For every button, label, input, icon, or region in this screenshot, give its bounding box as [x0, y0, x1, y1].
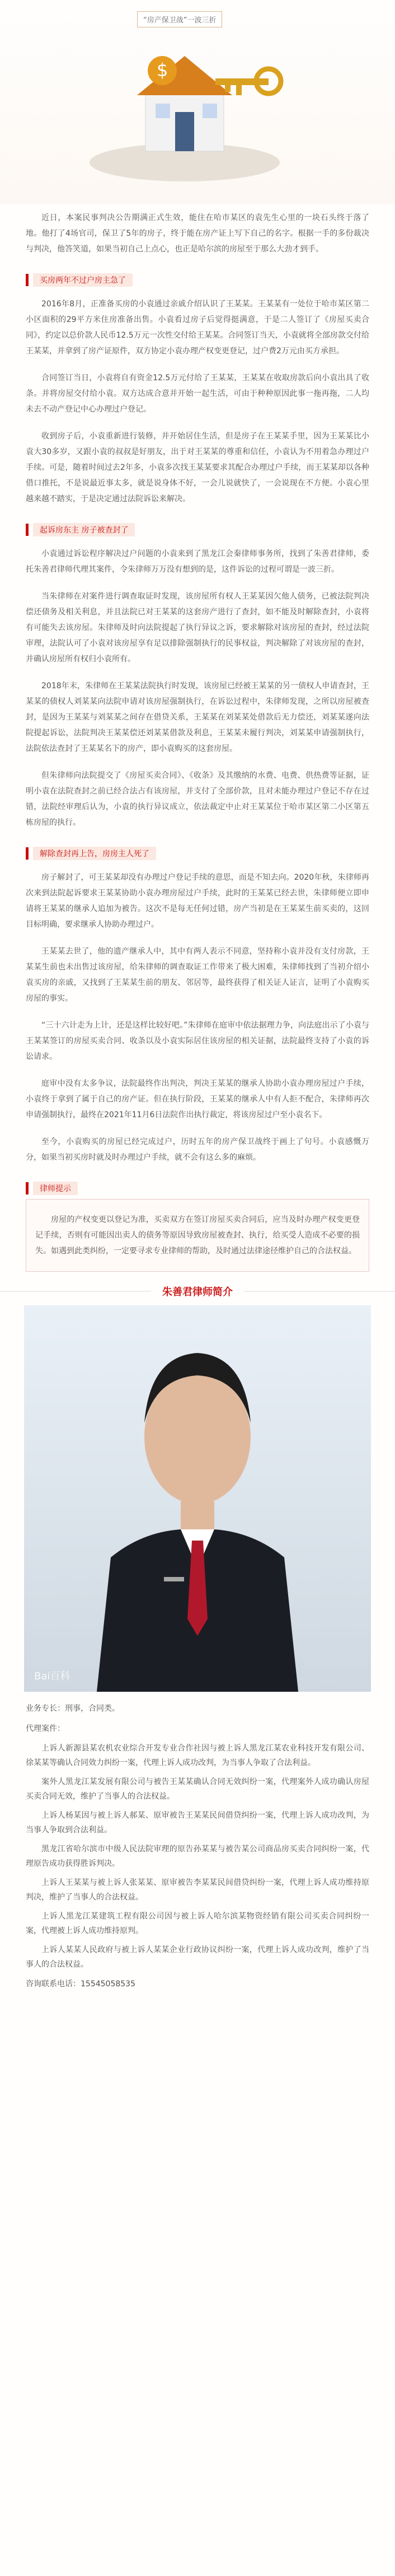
section-3-paragraph-1: 房子解封了，可王某某却没有办理过户登记手续的意思，而是不知去向。2020年秋，朱律师再次来到法院起诉要求王某某协助小袁办理房屋过户手续，此时的王某某已经去世，朱律师便立即申请将王某某的继承人追加为被告。这次不是每无任何过错，房产当初是在王某某生前买卖的，这回目标明确，要求继承人协助办理过户。 [26, 873, 369, 929]
profile-case-3: 上诉人杨某因与被上诉人郝某、原审被告王某某民间借贷纠纷一案，代理上诉人成功改判，为当事人争取到合法利益。 [26, 1811, 369, 1835]
lawyer-profile [0, 1692, 395, 1994]
house-key-illustration [78, 22, 313, 190]
section-4-title: 律师提示 [33, 1182, 78, 1195]
profile-phone: 咨询联系电话：15545058535 [26, 1980, 135, 1989]
lawyer-portrait [24, 1305, 371, 1692]
section-3-paragraph-4: 庭审中没有太多争议，法院最终作出判决，判决王某某的继承人协助小袁办理房屋过户手续，小袁终于拿到了属于自己的房产证。但在执行阶段，王某某的继承人中有人拒不配合，朱律师再次申请强制执行，最终在2021年11月6日法院作出执行裁定，将该房屋过户至小袁名下。 [26, 1079, 369, 1119]
section-3-paragraph-2: 王某某去世了，他的遗产继承人中，其中有两人表示不同意，坚持称小袁并没有支付房款，王某某生前也未出售过该房屋，给朱律师的调查取证工作带来了极大困难，朱律师找到了当初介绍小袁买房的亲戚，又找到了王某某生前的朋友、邻居等，最终获得了相关证人证言，证明了小袁购买房屋的事实。 [26, 947, 369, 1003]
section-1-paragraph-1: 2016年8月，正准备买房的小袁通过亲戚介绍认识了王某某。王某某有一处位于哈市某区第二小区面积的29平方米住房准备出售。小袁看过房子后觉得挺满意，于是二人签订了《房屋买卖合同》，约定以总价款人民币12.5万元一次性交付给王某某。合同签订当天，小袁就将全部房款交付给王某某，并拿到了房产证原件，双方协定小袁办理产权变更登记，过户费2万元由买方承担。 [26, 300, 369, 356]
section-3-header [26, 847, 369, 860]
section-1-header [26, 274, 369, 286]
profile-cases-label: 代理案件： [26, 1724, 65, 1733]
lawyer-tip-box [26, 1199, 369, 1272]
profile-divider [0, 1283, 395, 1300]
profile-case-6: 上诉人黑龙江某建筑工程有限公司因与被上诉人哈尔滨某物资经销有限公司买卖合同纠纷一案，代理被上诉人成功维持原判。 [26, 1912, 369, 1935]
section-2-title: 起诉房东主 房子被查封了 [33, 523, 135, 536]
profile-case-4: 黑龙江省哈尔滨市中级人民法院审理的原告孙某某与被告某公司商品房买卖合同纠纷一案，代理原告成功获得胜诉判决。 [26, 1845, 369, 1868]
section-1-bar [26, 274, 29, 286]
hero-tag: “房产保卫战”一波三折 [137, 11, 222, 27]
section-3-title: 解除查封再上告，房房主人死了 [33, 847, 156, 860]
section-3 [0, 847, 395, 1171]
section-2-paragraph-1: 小袁通过诉讼程序解决过户问题的小袁来到了黑龙江会秦律师事务所，找到了朱善君律师，委托朱善君律师代理其案件，令朱律师万万没有想到的是，这件诉讼的过程可谓是一波三折。 [26, 549, 369, 574]
section-2-paragraph-2: 当朱律师在对案件进行调查取证时发现，该房屋所有权人王某某因欠他人债务，已被法院判决偿还债务及相关利息，并且法院已对王某某的这套房产进行了查封，如不能及时解除查封，小袁将有可能失去该房屋。朱律师及时向法院提起了执行异议之诉，要求解除对该房屋的查封，经过法院审理，法院认可了小袁对该房屋享有足以排除强制执行的民事权益，判决解除了对该房屋的查封，并确认房屋所有权归小袁所有。 [26, 592, 369, 664]
profile-specialty: 业务专长：刑事，合同类。 [26, 1704, 120, 1713]
section-1-paragraph-3: 收到房子后，小袁重新进行装修，并开始居住生活，但是房子在王某某手里，因为王某某比小袁大30多岁，又跟小袁的叔叔是好朋友，出于对王某某的尊重和信任，小袁认为不用着急办理过户手续。可是，随着时间过去2年多，小袁多次找王某某要求其配合办理过户手续，而王某某却以各种借口推托，不是说最近事太多，就是说身体不好，一会儿说就快了，一会说现在不方便。小袁心里越来越不踏实，于是决定通过法院诉讼来解决。 [26, 432, 369, 503]
section-4-header [26, 1182, 369, 1194]
divider-line-left [0, 1291, 151, 1292]
section-4-bar [26, 1182, 29, 1194]
profile-case-7: 上诉人某某人民政府与被上诉人某某企业行政协议纠纷一案，代理上诉人成功改判，维护了当事人的合法权益。 [26, 1945, 369, 1969]
portrait-illustration [24, 1305, 371, 1692]
section-1-paragraph-2: 合同签订当日，小袁将自有资金12.5万元付给了王某某，王某某在收取房款后向小袁出具了收条。并将房屋交付给小袁。双方达成合意并开始一起生活，可由于种种原因此事一拖再拖，二人均未去不动产登记中心办理过户登记。 [26, 374, 369, 414]
section-3-bar [26, 847, 29, 860]
profile-heading: 朱善君律师简介 [162, 1286, 233, 1298]
divider-line-right [244, 1291, 395, 1292]
section-3-paragraph-5: 至今，小袁购买的房屋已经完成过户，历时五年的房产保卫战终于画上了句号。小袁感慨万分，如果当初买房时就及时办理过户手续，就不会有这么多的麻烦。 [26, 1137, 369, 1162]
profile-case-2: 案外人黑龙江某发展有限公司与被告王某某确认合同无效纠纷一案，代理案外人成功确认房屋买卖合同无效，维护了当事人的合法权益。 [26, 1777, 369, 1801]
lawyer-tip-paragraph: 房屋的产权变更以登记为准，买卖双方在签订房屋买卖合同后，应当及时办理产权变更登记手续，否则有可能因出卖人的债务等原因导致房屋被查封、执行，给买受人造成不必要的损失。如遇到此类纠纷，一定要寻求专业律师的帮助，及时通过法律途径维护自己的合法权益。 [35, 1215, 360, 1256]
section-2-header [26, 524, 369, 536]
portrait-watermark: Bai百科 [34, 1670, 70, 1682]
hero-banner [0, 0, 395, 204]
section-4 [0, 1182, 395, 1272]
section-3-paragraph-3: “三十六计走为上计，还是这样比较好吧。”朱律师在庭审中依法据理力争，向法庭出示了小袁与王某某签订的房屋买卖合同、收条以及小袁实际居住该房屋的相关证据，法院最终支持了小袁的诉讼请求。 [26, 1021, 369, 1061]
intro-paragraph: 近日，本案民事判决公告期满正式生效，能住在哈市某区的袁先生心里的一块石头终于落了地。他打了4场官司，保卫了5年的房子，终于能在房产证上写下自己的名字。根据一手的多份裁决与判决，他答笑道，如果当初自己上点心，也正是哈尔滨的房屋至于那么大劲才到手。 [26, 213, 369, 254]
section-2-paragraph-3: 2018年末，朱律师在王某某法院执行时发现，该房屋已经被王某某的另一债权人申请查封，王某某的债权人刘某某向法院申请对该房屋强制执行，在诉讼过程中，朱律师发现，之所以房屋被查封，是因为王某某与刘某某之间存在借贷关系，王某某在刘某某处借款后无力偿还，刘某某遂向法院提起诉讼，法院判决王某某偿还刘某某借款及利息，王某某未履行判决，刘某某申请强制执行，法院依法查封了王某某名下的房产，即小袁购买的这套房屋。 [26, 682, 369, 753]
intro-section [0, 204, 395, 263]
section-2-paragraph-4: 但朱律师向法院提交了《房屋买卖合同》、《收条》及其缴纳的水费、电费、供热费等证据，证明小袁在法院查封之前已经合法占有该房屋，并支付了全部价款，且对未能办理过户登记不存在过错，法院经审理后认为，小袁的执行异议成立，依法裁定中止对王某某位于哈市某区第二小区第五栋房屋的执行。 [26, 771, 369, 827]
section-1-title: 买房两年不过户房主急了 [33, 273, 133, 287]
section-2 [0, 524, 395, 836]
profile-case-5: 上诉人王某某与被上诉人张某某、原审被告李某某民间借贷纠纷一案，代理上诉人成功维持原判决，维护了当事人的合法权益。 [26, 1878, 369, 1902]
profile-case-1: 上诉人新源县某农机农业综合开发专业合作社因与被上诉人黑龙江某农业科技开发有限公司、徐某某等确认合同效力纠纷一案，代理上诉人成功改判，为当事人争取了合法利益。 [26, 1744, 369, 1767]
section-2-bar [26, 524, 29, 536]
section-1 [0, 274, 395, 512]
svg-text:$: $ [157, 59, 168, 81]
